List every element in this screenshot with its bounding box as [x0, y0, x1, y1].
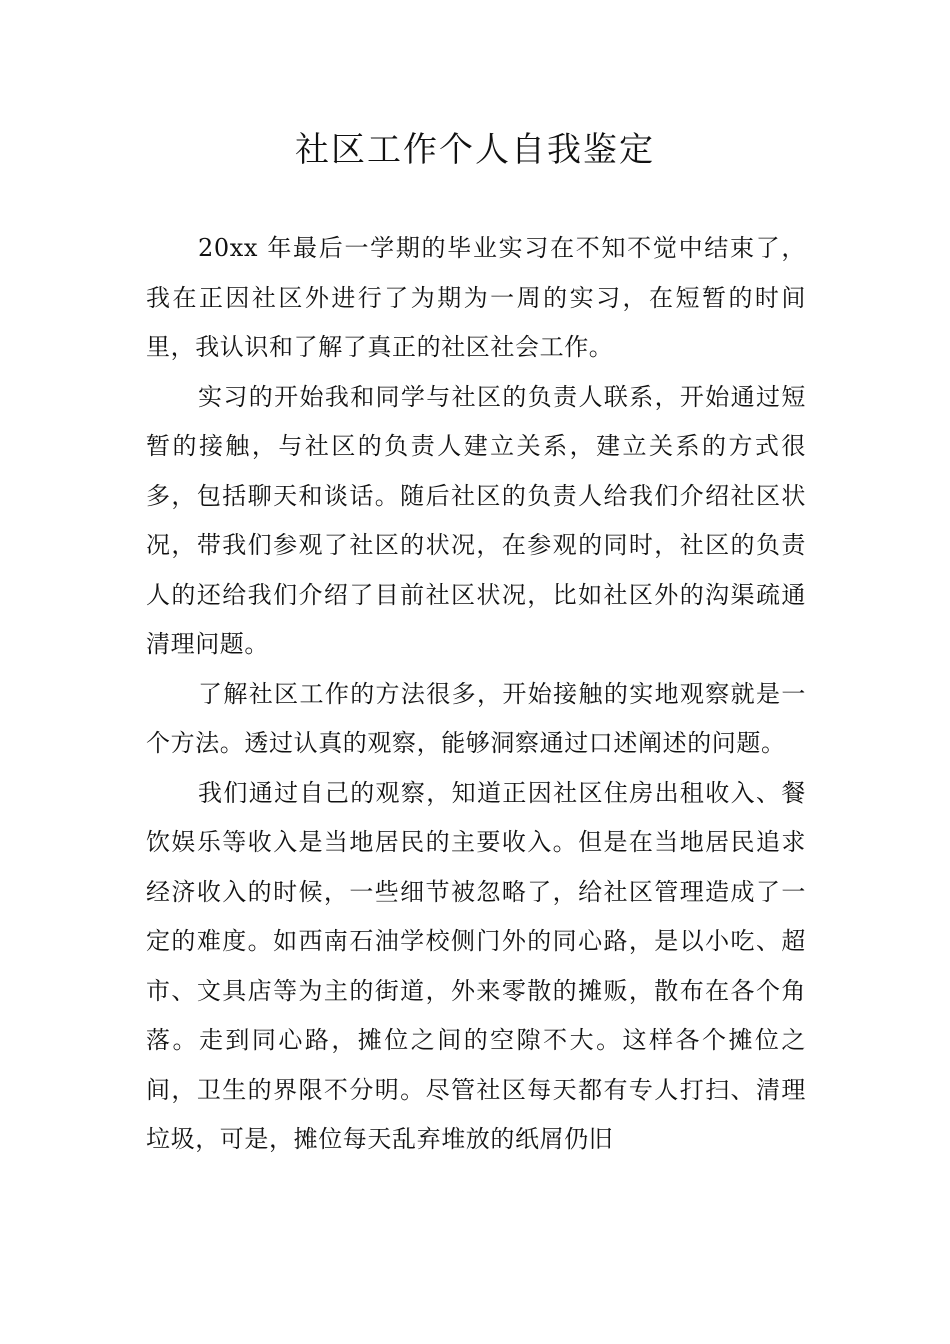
paragraph: 了解社区工作的方法很多，开始接触的实地观察就是一个方法。透过认真的观察，能够洞察通过口述阐述的问题。	[146, 679, 806, 757]
paragraph: 20xx 年最后一学期的毕业实习在不知不觉中结束了，我在正因社区外进行了为期为一周的实习，在短暂的时间里，我认识和了解了真正的社区社会工作。	[146, 234, 806, 361]
paragraph: 实习的开始我和同学与社区的负责人联系，开始通过短暂的接触，与社区的负责人建立关系，建立关系的方式很多，包括聊天和谈话。随后社区的负责人给我们介绍社区状况，带我们参观了社区的状况，在参观的同时，社区的负责人的还给我们介绍了目前社区状况，比如社区外的沟渠疏通清理问题。	[146, 382, 806, 658]
document-title: 社区工作个人自我鉴定	[295, 130, 655, 170]
document-body	[146, 224, 806, 1165]
paragraph: 我们通过自己的观察，知道正因社区住房出租收入、餐饮娱乐等收入是当地居民的主要收入。但是在当地居民追求经济收入的时候，一些细节被忽略了，给社区管理造成了一定的难度。如西南石油学校侧门外的同心路，是以小吃、超市、文具店等为主的街道，外来零散的摊贩，散布在各个角落。走到同心路，摊位之间的空隙不大。这样各个摊位之间，卫生的界限不分明。尽管社区每天都有专人打扫、清理垃圾，可是，摊位每天乱弃堆放的纸屑仍旧	[146, 778, 806, 1153]
